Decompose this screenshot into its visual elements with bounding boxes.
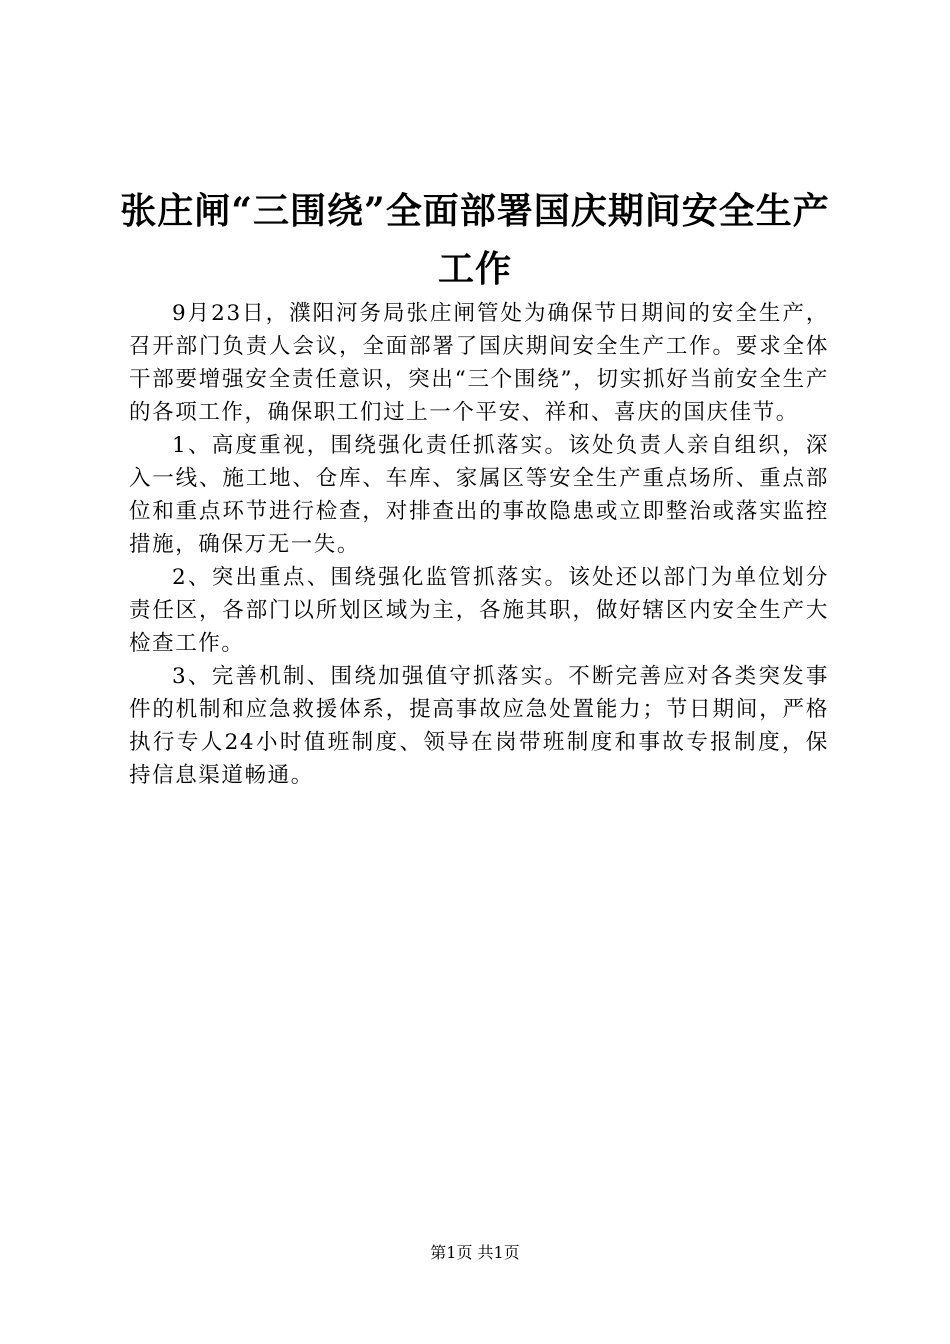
page-number-footer: 第1页 共1页 (430, 1243, 520, 1262)
document-body (129, 297, 829, 792)
paragraph-intro: 9月23日，濮阳河务局张庄闸管处为确保节日期间的安全生产，召开部门负责人会议，全面部署了国庆期间安全生产工作。要求全体干部要增强安全责任意识，突出“三个围绕”，切实抓好当前安全生产的各项工作，确保职工们过上一个平安、祥和、喜庆的国庆佳节。 (129, 301, 829, 425)
document-title-line-1: 张庄闸“三围绕”全面部署国庆期间安全生产 (120, 190, 830, 232)
paragraph-point-3: 3、完善机制、围绕加强值守抓落实。不断完善应对各类突发事件的机制和应急救援体系，提高事故应急处置能力；节日期间，严格执行专人24小时值班制度、领导在岗带班制度和事故专报制度，保持信息渠道畅通。 (129, 664, 829, 788)
paragraph-point-1: 1、高度重视，围绕强化责任抓落实。该处负责人亲自组织，深入一线、施工地、仓库、车库、家属区等安全生产重点场所、重点部位和重点环节进行检查，对排查出的事故隐患或立即整治或落实监控措施，确保万无一失。 (129, 433, 829, 557)
document-title-line-2: 工作 (437, 248, 512, 290)
paragraph-point-2: 2、突出重点、围绕强化监管抓落实。该处还以部门为单位划分责任区，各部门以所划区域为主，各施其职，做好辖区内安全生产大检查工作。 (129, 565, 829, 656)
